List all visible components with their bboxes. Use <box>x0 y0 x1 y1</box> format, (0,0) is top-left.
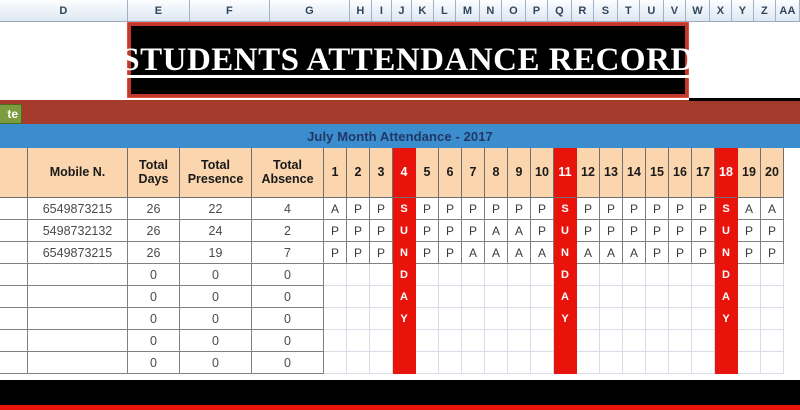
sunday-column-letter: S <box>393 198 416 220</box>
cell-attendance-day-12[interactable] <box>577 330 600 352</box>
cell-attendance-day-5[interactable] <box>416 308 439 330</box>
header-cell-total-absence <box>252 148 324 198</box>
cell-attendance-day-7[interactable] <box>462 352 485 374</box>
cell-attendance-day-14[interactable] <box>623 286 646 308</box>
cell-attendance-day-17[interactable] <box>692 352 715 374</box>
cell-attendance-day-16[interactable] <box>669 286 692 308</box>
header-cell-day-6-line: 6 <box>446 164 454 179</box>
cell-total-presence[interactable]: 0 <box>180 286 252 308</box>
header-cell-total-days-line: Total <box>139 158 168 173</box>
red-separator-band <box>0 98 800 124</box>
cell-total-days[interactable]: 26 <box>128 242 180 264</box>
attendance-table[interactable] <box>0 148 800 380</box>
column-header-aa[interactable]: AA <box>776 0 800 21</box>
cell-attendance-day-2[interactable] <box>347 308 370 330</box>
cell-attendance-day-6[interactable]: P <box>439 242 462 264</box>
header-cell-mobile-line: Mobile N. <box>49 164 106 179</box>
cell-attendance-day-9[interactable] <box>508 330 531 352</box>
column-header-p[interactable]: P <box>526 0 548 21</box>
cell-attendance-day-19[interactable]: P <box>738 220 761 242</box>
sunday-column-letter <box>715 330 738 352</box>
cell-attendance-day-15[interactable]: P <box>646 220 669 242</box>
cell-attendance-day-3[interactable] <box>370 286 393 308</box>
cell-attendance-day-6[interactable] <box>439 330 462 352</box>
toolbar-green-button[interactable]: te <box>0 104 22 124</box>
cell-attendance-day-7[interactable] <box>462 330 485 352</box>
header-cell-day-9 <box>508 148 531 198</box>
cell-attendance-day-19[interactable] <box>738 330 761 352</box>
cell-attendance-day-9[interactable] <box>508 352 531 374</box>
header-cell-day-19-line: 19 <box>742 164 756 179</box>
cell-attendance-day-6[interactable]: P <box>439 198 462 220</box>
row-gutter-cell[interactable] <box>0 220 28 242</box>
cell-mobile[interactable]: 6549873215 <box>28 198 128 220</box>
cell-attendance-day-10[interactable] <box>531 352 554 374</box>
month-subtitle: July Month Attendance - 2017 <box>307 128 493 144</box>
cell-attendance-day-6[interactable] <box>439 308 462 330</box>
cell-total-days[interactable]: 0 <box>128 264 180 286</box>
header-cell-day-2-line: 2 <box>354 164 362 179</box>
cell-attendance-day-16[interactable]: P <box>669 220 692 242</box>
column-header-z[interactable]: Z <box>754 0 776 21</box>
header-cell-day-4-line: 4 <box>400 164 408 179</box>
cell-attendance-day-8[interactable] <box>485 264 508 286</box>
cell-attendance-day-15[interactable] <box>646 308 669 330</box>
cell-attendance-day-1[interactable] <box>324 330 347 352</box>
header-cell-day-11-line: 11 <box>558 164 572 179</box>
cell-attendance-day-17[interactable] <box>692 264 715 286</box>
header-cell-day-19 <box>738 148 761 198</box>
column-header-l[interactable]: L <box>434 0 456 21</box>
cell-attendance-day-10[interactable]: P <box>531 198 554 220</box>
bottom-black-bar <box>0 380 800 405</box>
column-header-strip[interactable] <box>0 0 800 22</box>
cell-attendance-day-7[interactable] <box>462 264 485 286</box>
cell-attendance-day-1[interactable]: P <box>324 242 347 264</box>
header-cell-day-14 <box>623 148 646 198</box>
column-header-j[interactable]: J <box>392 0 412 21</box>
header-cell-total-presence <box>180 148 252 198</box>
header-cell-day-8 <box>485 148 508 198</box>
cell-attendance-day-2[interactable] <box>347 264 370 286</box>
cell-mobile[interactable]: 5498732132 <box>28 220 128 242</box>
cell-attendance-day-16[interactable] <box>669 330 692 352</box>
column-header-t[interactable]: T <box>618 0 640 21</box>
sunday-column-letter: D <box>554 264 577 286</box>
cell-attendance-day-3[interactable]: P <box>370 242 393 264</box>
sunday-column-letter: U <box>715 220 738 242</box>
cell-attendance-day-8[interactable] <box>485 330 508 352</box>
cell-attendance-day-9[interactable]: A <box>508 242 531 264</box>
header-cell-day-20 <box>761 148 784 198</box>
header-cell-day-2 <box>347 148 370 198</box>
sunday-column-letter <box>393 330 416 352</box>
cell-total-absence[interactable]: 4 <box>252 198 324 220</box>
cell-attendance-day-7[interactable]: P <box>462 220 485 242</box>
title-banner <box>121 22 695 98</box>
cell-total-absence[interactable]: 0 <box>252 330 324 352</box>
header-cell-blank <box>0 148 28 198</box>
cell-attendance-day-13[interactable]: P <box>600 198 623 220</box>
cell-attendance-day-16[interactable]: P <box>669 198 692 220</box>
cell-attendance-day-9[interactable]: A <box>508 220 531 242</box>
table-header-row <box>0 148 800 198</box>
cell-attendance-day-12[interactable] <box>577 286 600 308</box>
row-gutter-cell[interactable] <box>0 242 28 264</box>
cell-attendance-day-15[interactable] <box>646 264 669 286</box>
column-header-x[interactable]: X <box>710 0 732 21</box>
cell-attendance-day-5[interactable]: P <box>416 220 439 242</box>
header-cell-total-days-line: Days <box>138 171 169 186</box>
month-subtitle-band <box>0 124 800 148</box>
cell-total-absence[interactable]: 0 <box>252 308 324 330</box>
cell-attendance-day-10[interactable] <box>531 330 554 352</box>
cell-attendance-day-8[interactable] <box>485 308 508 330</box>
cell-attendance-day-1[interactable] <box>324 286 347 308</box>
cell-attendance-day-10[interactable]: A <box>531 242 554 264</box>
sunday-column-letter: Y <box>393 308 416 330</box>
cell-attendance-day-3[interactable]: P <box>370 220 393 242</box>
table-row[interactable] <box>0 264 800 286</box>
cell-mobile[interactable] <box>28 286 128 308</box>
cell-attendance-day-6[interactable] <box>439 352 462 374</box>
bottom-red-bar <box>0 405 800 410</box>
header-cell-day-15 <box>646 148 669 198</box>
cell-attendance-day-17[interactable]: P <box>692 198 715 220</box>
cell-attendance-day-14[interactable]: A <box>623 242 646 264</box>
cell-total-days[interactable]: 26 <box>128 198 180 220</box>
header-cell-day-7 <box>462 148 485 198</box>
cell-attendance-day-14[interactable] <box>623 308 646 330</box>
header-cell-day-13 <box>600 148 623 198</box>
column-header-g[interactable]: G <box>270 0 350 21</box>
row-gutter-cell[interactable] <box>0 352 28 374</box>
cell-attendance-day-2[interactable]: P <box>347 198 370 220</box>
cell-attendance-day-2[interactable] <box>347 330 370 352</box>
cell-attendance-day-9[interactable] <box>508 286 531 308</box>
header-cell-total-absence-line: Absence <box>261 171 314 186</box>
sunday-column-letter: N <box>554 242 577 264</box>
cell-attendance-day-2[interactable] <box>347 286 370 308</box>
header-cell-day-15-line: 15 <box>650 164 664 179</box>
cell-attendance-day-13[interactable] <box>600 286 623 308</box>
cell-mobile[interactable] <box>28 264 128 286</box>
sunday-column-letter <box>554 330 577 352</box>
cell-attendance-day-20[interactable]: P <box>761 220 784 242</box>
cell-total-absence[interactable]: 0 <box>252 264 324 286</box>
header-cell-total-presence-line: Total <box>201 158 230 173</box>
cell-total-absence[interactable]: 7 <box>252 242 324 264</box>
sunday-column-letter: Y <box>715 308 738 330</box>
column-header-o[interactable]: O <box>502 0 526 21</box>
cell-attendance-day-5[interactable] <box>416 352 439 374</box>
header-cell-day-8-line: 8 <box>492 164 500 179</box>
cell-attendance-day-13[interactable]: A <box>600 242 623 264</box>
cell-total-days[interactable]: 0 <box>128 330 180 352</box>
cell-attendance-day-20[interactable] <box>761 264 784 286</box>
cell-total-presence[interactable]: 19 <box>180 242 252 264</box>
cell-attendance-day-12[interactable]: P <box>577 198 600 220</box>
column-header-u[interactable]: U <box>640 0 664 21</box>
cell-total-days[interactable]: 0 <box>128 352 180 374</box>
column-header-v[interactable]: V <box>664 0 686 21</box>
cell-attendance-day-3[interactable]: P <box>370 198 393 220</box>
sunday-column-letter: Y <box>554 308 577 330</box>
cell-attendance-day-9[interactable] <box>508 308 531 330</box>
cell-attendance-day-19[interactable] <box>738 264 761 286</box>
cell-mobile[interactable] <box>28 330 128 352</box>
header-cell-day-17 <box>692 148 715 198</box>
header-cell-day-16-line: 16 <box>673 164 687 179</box>
cell-attendance-day-6[interactable] <box>439 286 462 308</box>
cell-attendance-day-19[interactable] <box>738 352 761 374</box>
cell-attendance-day-8[interactable] <box>485 352 508 374</box>
cell-attendance-day-12[interactable] <box>577 352 600 374</box>
cell-total-presence[interactable]: 0 <box>180 264 252 286</box>
row-gutter-cell[interactable] <box>0 286 28 308</box>
column-header-d[interactable]: D <box>0 0 128 21</box>
cell-attendance-day-17[interactable]: P <box>692 242 715 264</box>
row-gutter-cell[interactable] <box>0 198 28 220</box>
row-gutter-cell[interactable] <box>0 330 28 352</box>
cell-attendance-day-9[interactable] <box>508 264 531 286</box>
cell-attendance-day-13[interactable] <box>600 352 623 374</box>
cell-attendance-day-16[interactable] <box>669 264 692 286</box>
cell-attendance-day-20[interactable]: P <box>761 242 784 264</box>
header-cell-day-3-line: 3 <box>377 164 385 179</box>
cell-total-absence[interactable]: 0 <box>252 352 324 374</box>
cell-attendance-day-16[interactable] <box>669 352 692 374</box>
cell-attendance-day-14[interactable] <box>623 264 646 286</box>
cell-attendance-day-13[interactable]: P <box>600 220 623 242</box>
cell-attendance-day-5[interactable]: P <box>416 198 439 220</box>
header-cell-day-5-line: 5 <box>423 164 431 179</box>
column-header-w[interactable]: W <box>686 0 710 21</box>
cell-attendance-day-12[interactable] <box>577 308 600 330</box>
cell-attendance-day-1[interactable] <box>324 264 347 286</box>
cell-attendance-day-10[interactable] <box>531 286 554 308</box>
sunday-column-letter <box>554 352 577 374</box>
cell-attendance-day-19[interactable]: P <box>738 242 761 264</box>
header-cell-day-18 <box>715 148 738 198</box>
cell-attendance-day-14[interactable]: P <box>623 220 646 242</box>
cell-attendance-day-20[interactable] <box>761 308 784 330</box>
cell-attendance-day-15[interactable] <box>646 286 669 308</box>
cell-attendance-day-3[interactable] <box>370 352 393 374</box>
table-row[interactable] <box>0 198 800 220</box>
table-row[interactable] <box>0 330 800 352</box>
header-cell-day-4 <box>393 148 416 198</box>
header-cell-mobile <box>28 148 128 198</box>
black-edge-strip <box>689 98 800 101</box>
cell-attendance-day-19[interactable] <box>738 286 761 308</box>
cell-attendance-day-1[interactable] <box>324 352 347 374</box>
cell-attendance-day-6[interactable]: P <box>439 220 462 242</box>
column-header-y[interactable]: Y <box>732 0 754 21</box>
cell-attendance-day-19[interactable] <box>738 308 761 330</box>
header-cell-day-20-line: 20 <box>765 164 779 179</box>
table-row[interactable] <box>0 220 800 242</box>
header-cell-day-1-line: 1 <box>331 164 339 179</box>
cell-total-days[interactable]: 26 <box>128 220 180 242</box>
cell-total-presence[interactable]: 0 <box>180 308 252 330</box>
cell-attendance-day-8[interactable]: P <box>485 198 508 220</box>
cell-attendance-day-16[interactable] <box>669 308 692 330</box>
cell-attendance-day-3[interactable] <box>370 308 393 330</box>
column-header-m[interactable]: M <box>456 0 480 21</box>
cell-attendance-day-19[interactable]: A <box>738 198 761 220</box>
cell-attendance-day-10[interactable] <box>531 264 554 286</box>
cell-mobile[interactable]: 6549873215 <box>28 242 128 264</box>
row-gutter-cell[interactable] <box>0 264 28 286</box>
sunday-column-letter: U <box>554 220 577 242</box>
header-cell-day-11 <box>554 148 577 198</box>
cell-total-days[interactable]: 0 <box>128 308 180 330</box>
cell-attendance-day-3[interactable] <box>370 264 393 286</box>
cell-attendance-day-15[interactable]: P <box>646 198 669 220</box>
sunday-column-letter: A <box>554 286 577 308</box>
cell-attendance-day-1[interactable]: P <box>324 220 347 242</box>
cell-attendance-day-13[interactable] <box>600 264 623 286</box>
header-cell-day-16 <box>669 148 692 198</box>
cell-attendance-day-2[interactable] <box>347 352 370 374</box>
column-header-n[interactable]: N <box>480 0 502 21</box>
sunday-column-letter: N <box>393 242 416 264</box>
header-cell-day-12 <box>577 148 600 198</box>
cell-total-presence[interactable]: 0 <box>180 352 252 374</box>
column-header-e[interactable]: E <box>128 0 190 21</box>
cell-attendance-day-13[interactable] <box>600 330 623 352</box>
cell-attendance-day-14[interactable]: P <box>623 198 646 220</box>
table-row[interactable] <box>0 286 800 308</box>
cell-attendance-day-7[interactable]: P <box>462 198 485 220</box>
header-cell-day-10 <box>531 148 554 198</box>
column-header-i[interactable]: I <box>372 0 392 21</box>
sunday-column-letter: U <box>393 220 416 242</box>
sunday-column-letter: S <box>715 198 738 220</box>
cell-attendance-day-8[interactable]: A <box>485 220 508 242</box>
table-row[interactable] <box>0 308 800 330</box>
cell-attendance-day-5[interactable]: P <box>416 242 439 264</box>
title-banner-inner <box>121 26 695 94</box>
cell-attendance-day-2[interactable]: P <box>347 220 370 242</box>
cell-attendance-day-20[interactable]: A <box>761 198 784 220</box>
cell-attendance-day-12[interactable] <box>577 264 600 286</box>
header-cell-day-6 <box>439 148 462 198</box>
header-cell-day-9-line: 9 <box>515 164 523 179</box>
header-cell-total-presence-line: Presence <box>187 171 244 186</box>
cell-attendance-day-8[interactable] <box>485 286 508 308</box>
cell-attendance-day-16[interactable]: P <box>669 242 692 264</box>
cell-attendance-day-17[interactable] <box>692 330 715 352</box>
header-cell-total-absence-line: Total <box>273 158 302 173</box>
sunday-column-letter: A <box>715 286 738 308</box>
column-header-q[interactable]: Q <box>548 0 572 21</box>
header-cell-day-1 <box>324 148 347 198</box>
cell-attendance-day-8[interactable]: A <box>485 242 508 264</box>
sunday-column-letter: D <box>715 264 738 286</box>
header-cell-day-5 <box>416 148 439 198</box>
column-header-r[interactable]: R <box>572 0 594 21</box>
cell-attendance-day-7[interactable] <box>462 308 485 330</box>
cell-attendance-day-14[interactable] <box>623 330 646 352</box>
cell-mobile[interactable] <box>28 352 128 374</box>
cell-attendance-day-6[interactable] <box>439 264 462 286</box>
header-cell-day-17-line: 17 <box>696 164 710 179</box>
cell-attendance-day-15[interactable] <box>646 330 669 352</box>
sunday-column-letter <box>715 352 738 374</box>
cell-attendance-day-7[interactable]: A <box>462 242 485 264</box>
sunday-column-letter: A <box>393 286 416 308</box>
table-row[interactable] <box>0 352 800 374</box>
cell-attendance-day-10[interactable] <box>531 308 554 330</box>
cell-attendance-day-12[interactable]: P <box>577 220 600 242</box>
cell-attendance-day-14[interactable] <box>623 352 646 374</box>
page-title: STUDENTS ATTENDANCE RECORD <box>121 41 695 78</box>
cell-attendance-day-2[interactable]: P <box>347 242 370 264</box>
cell-attendance-day-15[interactable]: P <box>646 242 669 264</box>
header-cell-day-7-line: 7 <box>469 164 477 179</box>
cell-attendance-day-15[interactable] <box>646 352 669 374</box>
sunday-column-letter: S <box>554 198 577 220</box>
cell-attendance-day-5[interactable] <box>416 264 439 286</box>
header-cell-day-14-line: 14 <box>627 164 641 179</box>
column-header-h[interactable]: H <box>350 0 372 21</box>
column-header-s[interactable]: S <box>594 0 618 21</box>
cell-attendance-day-20[interactable] <box>761 352 784 374</box>
header-cell-day-12-line: 12 <box>581 164 595 179</box>
cell-attendance-day-7[interactable] <box>462 286 485 308</box>
cell-mobile[interactable] <box>28 308 128 330</box>
header-cell-day-13-line: 13 <box>604 164 618 179</box>
cell-total-absence[interactable]: 0 <box>252 286 324 308</box>
sunday-column-letter <box>393 352 416 374</box>
header-cell-day-10-line: 10 <box>535 164 549 179</box>
cell-attendance-day-20[interactable] <box>761 286 784 308</box>
sunday-column-letter: N <box>715 242 738 264</box>
cell-attendance-day-13[interactable] <box>600 308 623 330</box>
column-header-f[interactable]: F <box>190 0 270 21</box>
cell-total-presence[interactable]: 22 <box>180 198 252 220</box>
row-gutter-cell[interactable] <box>0 308 28 330</box>
cell-total-absence[interactable]: 2 <box>252 220 324 242</box>
cell-attendance-day-1[interactable]: A <box>324 198 347 220</box>
cell-attendance-day-1[interactable] <box>324 308 347 330</box>
cell-attendance-day-9[interactable]: P <box>508 198 531 220</box>
cell-total-presence[interactable]: 0 <box>180 330 252 352</box>
cell-attendance-day-5[interactable] <box>416 330 439 352</box>
table-row[interactable] <box>0 242 800 264</box>
header-cell-day-18-line: 18 <box>719 164 733 179</box>
sunday-column-letter: D <box>393 264 416 286</box>
cell-attendance-day-5[interactable] <box>416 286 439 308</box>
header-cell-day-3 <box>370 148 393 198</box>
header-cell-total-days <box>128 148 180 198</box>
cell-total-days[interactable]: 0 <box>128 286 180 308</box>
cell-attendance-day-17[interactable] <box>692 308 715 330</box>
cell-attendance-day-20[interactable] <box>761 330 784 352</box>
column-header-k[interactable]: K <box>412 0 434 21</box>
cell-attendance-day-10[interactable]: P <box>531 220 554 242</box>
cell-total-presence[interactable]: 24 <box>180 220 252 242</box>
cell-attendance-day-17[interactable]: P <box>692 220 715 242</box>
cell-attendance-day-3[interactable] <box>370 330 393 352</box>
cell-attendance-day-17[interactable] <box>692 286 715 308</box>
cell-attendance-day-12[interactable]: A <box>577 242 600 264</box>
